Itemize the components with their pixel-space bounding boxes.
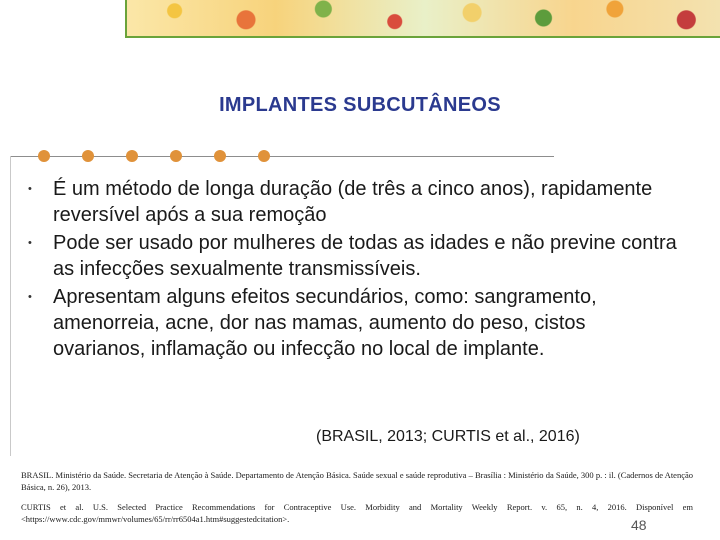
citation: (BRASIL, 2013; CURTIS et al., 2016) [316, 428, 580, 445]
orange-dot-icon [258, 150, 270, 162]
bullet-text: Pode ser usado por mulheres de todas as idades e não previne contra as infecções sexualmente transmissíveis. [53, 232, 677, 280]
left-divider [10, 156, 11, 456]
slide-title: IMPLANTES SUBCUTÂNEOS [219, 94, 501, 116]
page-number: 48 [631, 517, 647, 533]
orange-dot-icon [214, 150, 226, 162]
reference-curtis: CURTIS et al. U.S. Selected Practice Recommendations for Contraceptive Use. Morbidity and Mortality Weekly Report. v. 65, n. 4, 2016. Disponível em <https://www.cdc.gov/mmwr/volumes/65/rr/rr6504a1.htm#suggestedcitation>. [21, 502, 693, 524]
bullet-icon: • [28, 291, 32, 303]
orange-dot-icon [170, 150, 182, 162]
orange-dot-icon [38, 150, 50, 162]
bullet-item [28, 176, 678, 228]
floral-banner-image [125, 0, 720, 38]
bullet-text: É um método de longa duração (de três a cinco anos), rapidamente reversível após a sua remoção [53, 178, 653, 226]
orange-dot-icon [82, 150, 94, 162]
bullet-text: Apresentam alguns efeitos secundários, como: sangramento, amenorreia, acne, dor nas mamas, aumento do peso, cistos ovarianos, inflamação ou infecção no local de implante. [53, 286, 597, 360]
bullet-icon: • [28, 183, 32, 195]
bullet-item [28, 230, 678, 282]
bullet-list [28, 176, 678, 364]
reference-brasil: BRASIL. Ministério da Saúde. Secretaria de Atenção à Saúde. Departamento de Atenção Básica. Saúde sexual e saúde reprodutiva – Brasília : Ministério da Saúde, 300 p. : il. (Cadernos de Atenção Básica, n. 26), 2013. [21, 470, 693, 492]
orange-dot-icon [126, 150, 138, 162]
bullet-icon: • [28, 237, 32, 249]
bullet-item [28, 284, 678, 362]
